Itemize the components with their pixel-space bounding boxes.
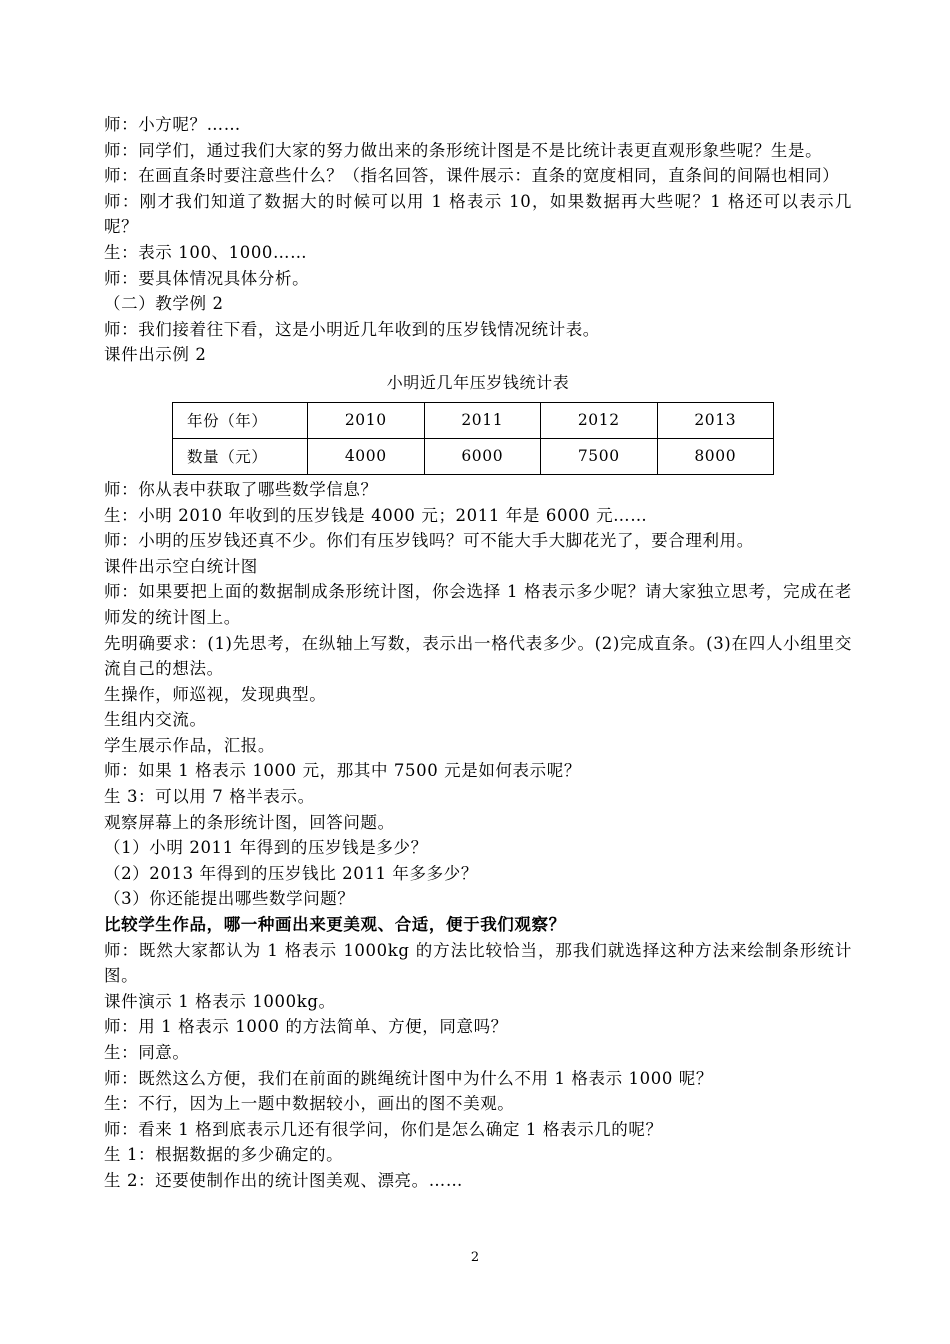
paragraph-line: （2）2013 年得到的压岁钱比 2011 年多多少？ (104, 863, 478, 883)
paragraph-line: 师：既然这么方便，我们在前面的跳绳统计图中为什么不用 1 格表示 1000 呢？ (104, 1068, 713, 1088)
table-row (173, 402, 774, 438)
paragraph-line: 生：不行，因为上一题中数据较小，画出的图不美观。 (104, 1094, 515, 1114)
paragraph-line: 生 1：根据数据的多少确定的。 (104, 1145, 344, 1165)
paragraph-line: 师：用 1 格表示 1000 的方法简单、方便，同意吗？ (104, 1017, 508, 1037)
table-cell: 2011 (424, 402, 541, 438)
table-row-header-cell: 年份（年） (173, 402, 308, 438)
paragraph-line: 生：同意。 (104, 1043, 190, 1062)
paragraph-line: 师：在画直条时要注意些什么？（指名回答，课件展示：直条的宽度相同，直条间的间隔也相同） (104, 166, 840, 186)
paragraph-line: 学生展示作品，汇报。 (104, 735, 275, 755)
paragraph-line: 师：小明的压岁钱还真不少。你们有压岁钱吗？可不能大手大脚花光了，要合理利用。 (104, 531, 754, 551)
table-caption: 小明近几年压岁钱统计表 (386, 372, 570, 392)
paragraph-line: 生操作，师巡视，发现典型。 (104, 684, 327, 704)
table-cell: 2013 (657, 402, 774, 438)
paragraph-line: 生 2：还要使制作出的统计图美观、漂亮。…… (104, 1170, 463, 1190)
table-cell: 6000 (424, 438, 541, 474)
paragraph-line: 观察屏幕上的条形统计图，回答问题。 (104, 812, 395, 832)
paragraph-line: 师：看来 1 格到底表示几还有很学问，你们是怎么确定 1 格表示几的呢？ (104, 1119, 663, 1139)
paragraph-line: 师：刚才我们知道了数据大的时候可以用 1 格表示 10，如果数据再大些呢？1 格还可以表示几呢？ (104, 191, 852, 237)
paragraph-line: 先明确要求：(1)先思考，在纵轴上写数，表示出一格代表多少。(2)完成直条。(3)在四人小组里交流自己的想法。 (104, 633, 852, 679)
paragraph-line: 师：要具体情况具体分析。 (104, 268, 310, 288)
table-row-header-cell: 数量（元） (173, 438, 308, 474)
document-body (104, 112, 852, 1194)
table-cell: 8000 (657, 438, 774, 474)
paragraph-line: 师：同学们，通过我们大家的努力做出来的条形统计图是不是比统计表更直观形象些呢？生是。 (104, 140, 823, 160)
paragraph-line: （3）你还能提出哪些数学问题？ (104, 889, 355, 909)
paragraph-line: 师：小方呢？…… (104, 115, 241, 134)
paragraph-line: 生：表示 100、1000…… (104, 242, 308, 262)
text-block-before-table (104, 112, 852, 368)
paragraph-line: 课件演示 1 格表示 1000kg。 (104, 991, 336, 1011)
paragraph-line: 师：既然大家都认为 1 格表示 1000kg 的方法比较恰当，那我们就选择这种方法来绘制条形统计图。 (104, 940, 852, 986)
paragraph-line: 师：你从表中获取了哪些数学信息？ (104, 479, 378, 499)
data-table (172, 402, 774, 475)
paragraph-line: 生 3：可以用 7 格半表示。 (104, 787, 315, 807)
page-number: 2 (470, 1250, 480, 1265)
paragraph-line: （1）小明 2011 年得到的压岁钱是多少？ (104, 838, 428, 858)
table-cell: 2012 (541, 402, 658, 438)
paragraph-line: 师：如果 1 格表示 1000 元，那其中 7500 元是如何表示呢？ (104, 761, 581, 781)
paragraph-line: 生：小明 2010 年收到的压岁钱是 4000 元；2011 年是 6000 元…… (104, 505, 648, 525)
table-cell: 7500 (541, 438, 658, 474)
table-row (173, 438, 774, 474)
paragraph-line: 课件出示空白统计图 (104, 556, 258, 576)
paragraph-line: 师：如果要把上面的数据制成条形统计图，你会选择 1 格表示多少呢？请大家独立思考，完成在老师发的统计图上。 (104, 582, 852, 627)
paragraph-line: （二）教学例 2 (104, 294, 224, 314)
table-cell: 4000 (308, 438, 425, 474)
paragraph-line: 课件出示例 2 (104, 345, 207, 365)
table-cell: 2010 (308, 402, 425, 438)
bold-paragraph-line: 比较学生作品，哪一种画出来更美观、合适，便于我们观察？ (104, 915, 566, 935)
text-block-after-table (104, 477, 852, 1194)
paragraph-line: 师：我们接着往下看，这是小明近几年收到的压岁钱情况统计表。 (104, 319, 600, 339)
paragraph-line: 生组内交流。 (104, 710, 207, 730)
